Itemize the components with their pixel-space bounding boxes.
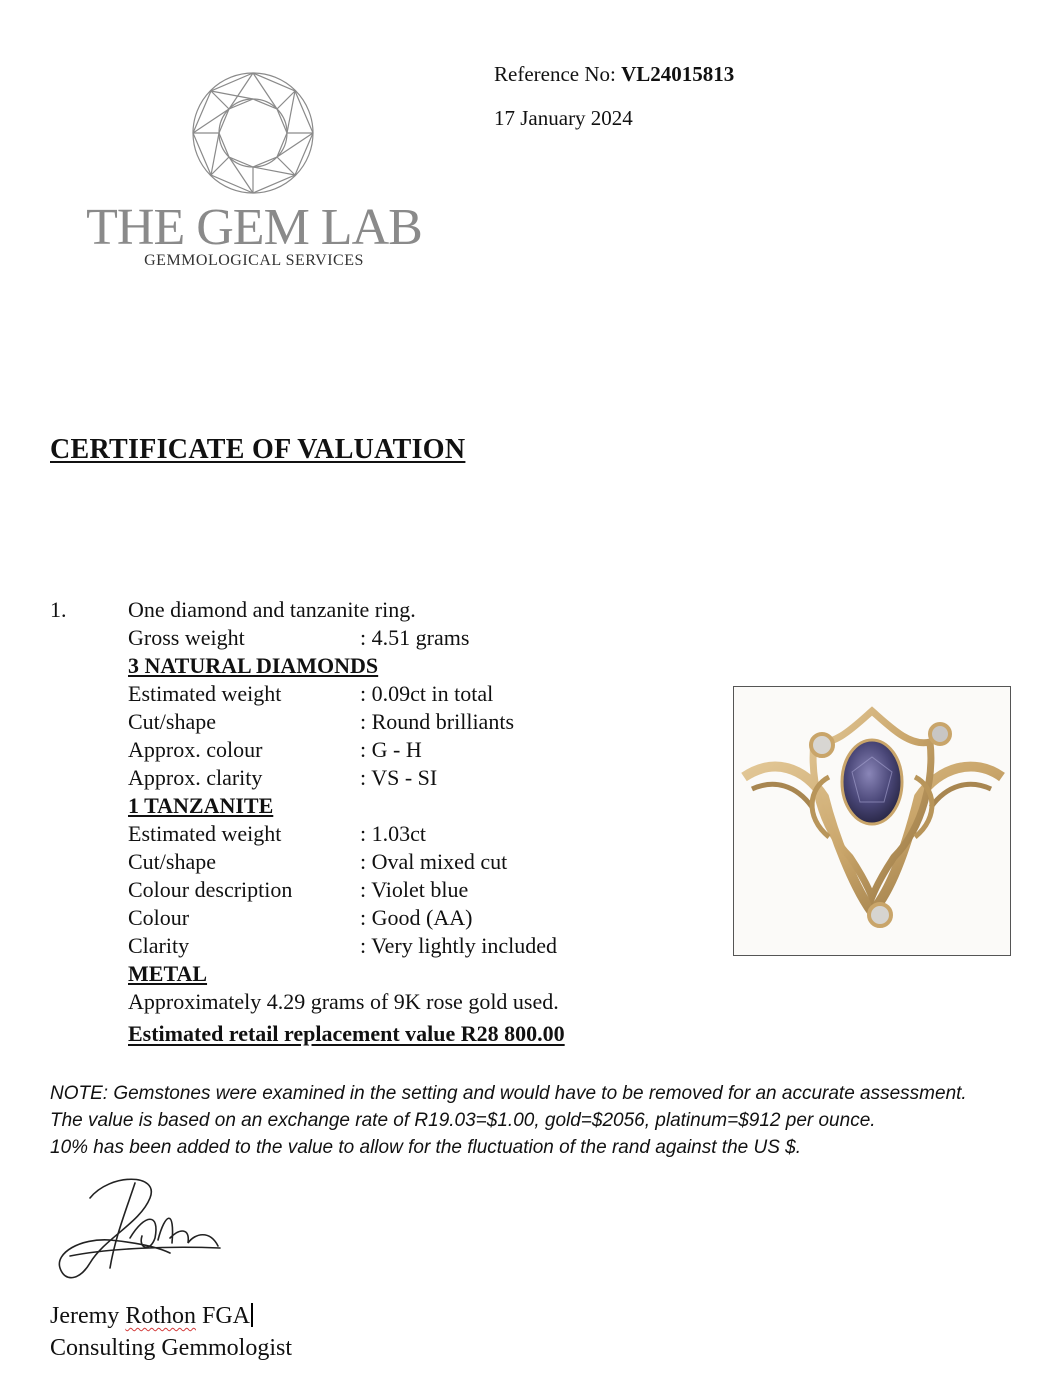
tanzanite-row — [128, 848, 728, 876]
row-label: Colour — [128, 905, 190, 930]
tanzanite-heading: 1 TANZANITE — [128, 793, 274, 818]
row-value: : VS - SI — [360, 765, 438, 790]
row-label: Cut/shape — [128, 849, 216, 874]
item-number: 1. — [50, 597, 67, 622]
reference-label: Reference No: — [494, 62, 622, 86]
row-label: Approx. colour — [128, 737, 263, 762]
item-details — [128, 596, 728, 1048]
logo-title: THE GEM LAB — [86, 199, 422, 256]
metal-heading: METAL — [128, 961, 208, 986]
tanzanite-row — [128, 876, 728, 904]
row-value: : 1.03ct — [360, 821, 426, 846]
signatory-first-name: Jeremy — [50, 1303, 120, 1329]
row-label: Cut/shape — [128, 709, 216, 734]
metal-description: Approximately 4.29 grams of 9K rose gold used. — [128, 989, 559, 1014]
note-line: 10% has been added to the value to allow for the fluctuation of the rand against the US $. — [50, 1137, 802, 1158]
text-cursor — [251, 1303, 253, 1327]
row-value: : Violet blue — [360, 877, 469, 902]
handwritten-signature — [50, 1168, 230, 1288]
row-value: : G - H — [360, 737, 422, 762]
row-value: : Oval mixed cut — [360, 849, 508, 874]
row-value: : Very lightly included — [360, 933, 557, 958]
diamonds-heading: 3 NATURAL DIAMONDS — [128, 653, 379, 678]
reference-number — [494, 60, 734, 88]
valuation-note — [50, 1080, 967, 1161]
signatory-title: Consulting Gemmologist — [50, 1335, 293, 1361]
row-label: Estimated weight — [128, 681, 282, 706]
row-label: Gross weight — [128, 625, 245, 650]
row-label: Colour description — [128, 877, 293, 902]
row-value: : 4.51 grams — [360, 625, 470, 650]
diamond-row — [128, 764, 728, 792]
signatory-suffix: FGA — [196, 1303, 251, 1329]
diamond-row — [128, 708, 728, 736]
logo-subtitle: GEMMOLOGICAL SERVICES — [144, 252, 364, 269]
retail-value: Estimated retail replacement value R28 800.00 — [128, 1021, 565, 1046]
tanzanite-row — [128, 820, 728, 848]
tanzanite-row — [128, 932, 728, 960]
row-label: Approx. clarity — [128, 765, 263, 790]
diamond-row — [128, 736, 728, 764]
diamond-outline-icon — [188, 70, 318, 196]
row-label: Estimated weight — [128, 821, 282, 846]
certificate-date: 17 January 2024 — [494, 106, 633, 130]
tanzanite-row — [128, 904, 728, 932]
ring-image — [734, 687, 1009, 954]
gross-weight-row — [128, 624, 728, 652]
item-description: One diamond and tanzanite ring. — [128, 597, 416, 622]
reference-value: VL24015813 — [621, 62, 735, 86]
row-value: : Round brilliants — [360, 709, 514, 734]
signatory-block — [50, 1300, 292, 1364]
diamond-row — [128, 680, 728, 708]
signatory-surname: Rothon — [125, 1303, 196, 1329]
ring-photo — [733, 686, 1011, 956]
signatory-name — [50, 1300, 292, 1332]
note-line: The value is based on an exchange rate of R19.03=$1.00, gold=$2056, platinum=$912 per ounce. — [50, 1110, 876, 1131]
row-value: : Good (AA) — [360, 905, 473, 930]
note-line: NOTE: Gemstones were examined in the setting and would have to be removed for an accurate assessment. — [50, 1083, 967, 1104]
row-label: Clarity — [128, 933, 190, 958]
row-value: : 0.09ct in total — [360, 681, 494, 706]
certificate-title: CERTIFICATE OF VALUATION — [50, 434, 466, 465]
